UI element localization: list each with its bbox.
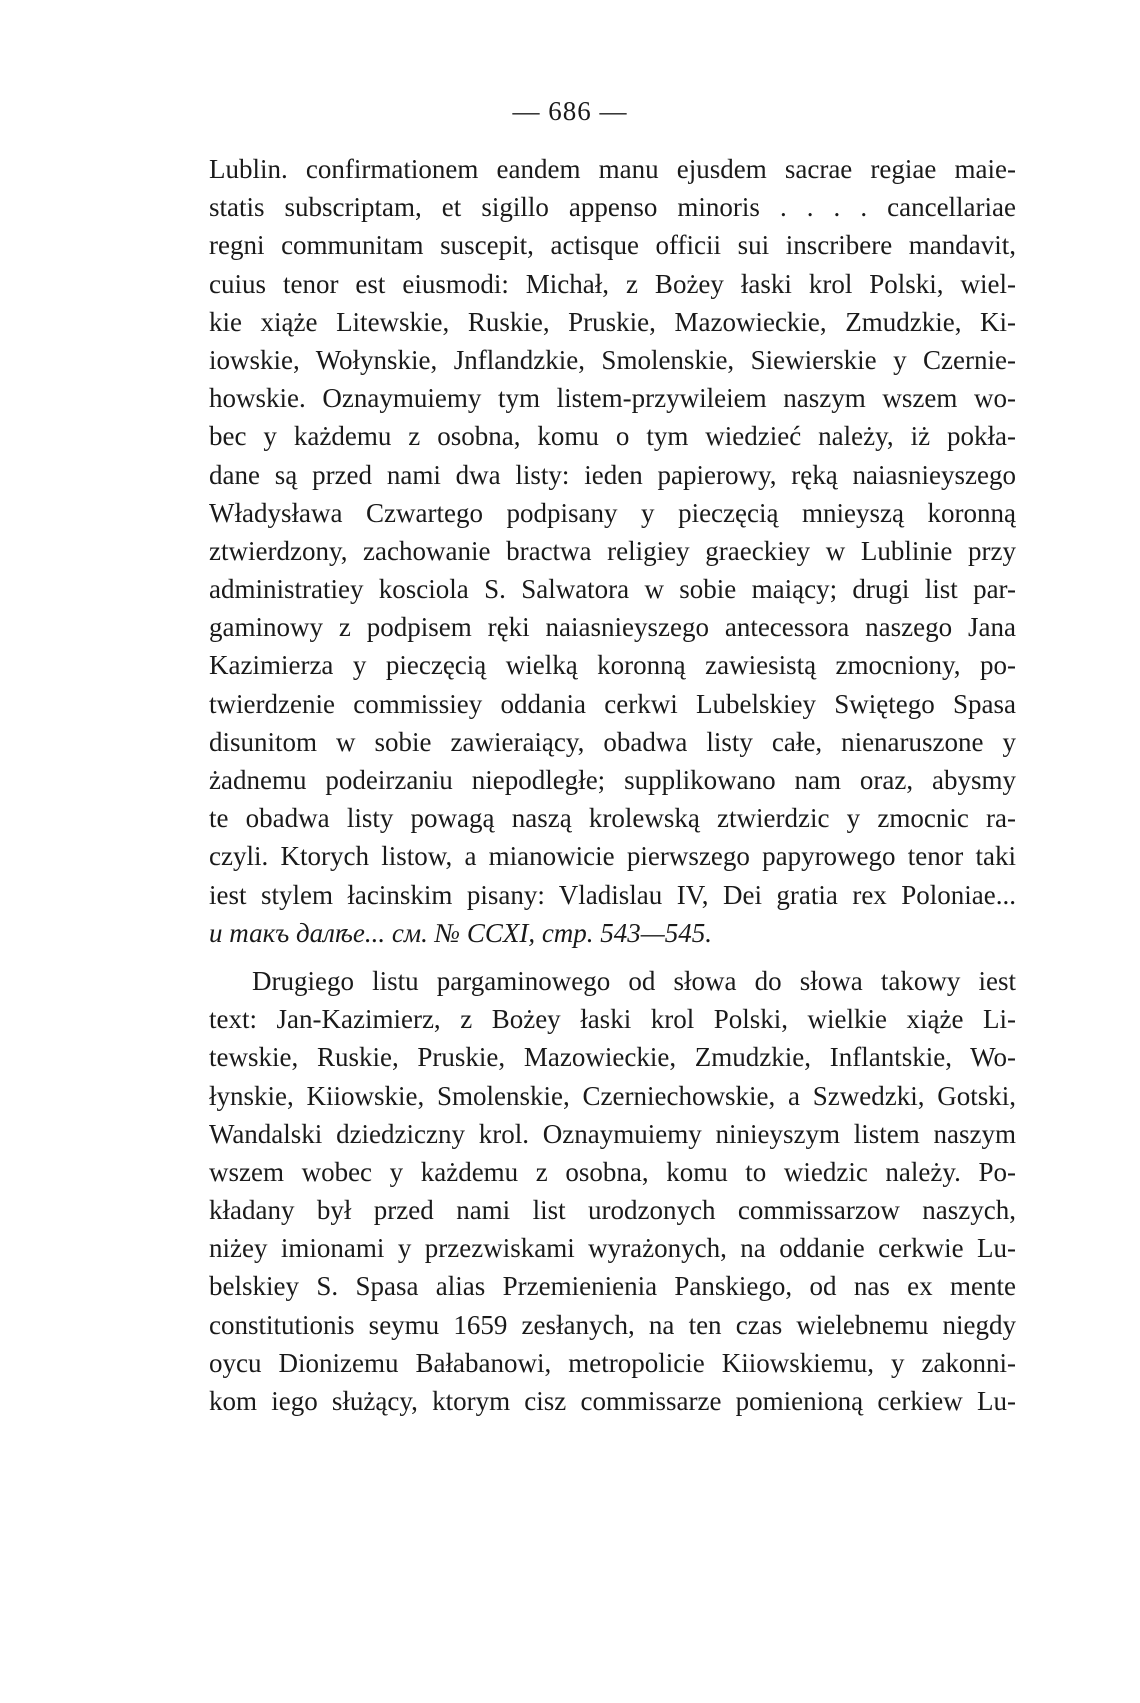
text-line: czyli. Ktorych listow, a mianowicie pierwszego papyrowego tenor taki xyxy=(209,841,1016,872)
paragraph-1 xyxy=(209,150,1016,952)
text-line: bec y każdemu z osobna, komu o tym wiedzieć należy, iż pokła- xyxy=(209,421,1016,452)
text-line: kom iego służący, ktorym cisz commissarze pomienioną cerkiew Lu- xyxy=(209,1386,1016,1416)
text-line: text: Jan-Kazimierz, z Bożey łaski krol Polski, wielkie xiąże Li- xyxy=(209,1004,1016,1035)
text-line: kładany był przed nami list urodzonych commissarzow naszych, xyxy=(209,1195,1016,1226)
text-line: belskiey S. Spasa alias Przemienienia Panskiego, od nas ex mente xyxy=(209,1271,1016,1302)
text-line: statis subscriptam, et sigillo appenso minoris . . . . cancellariae xyxy=(209,192,1016,223)
text-line: Kazimierza y pieczęcią wielką koronną zawiesistą zmocniony, po- xyxy=(209,650,1016,681)
text-line-reference: и такъ далѣе... см. № CCXI, стр. 543—545. xyxy=(209,917,713,948)
text-line: disunitom w sobie zawieraiący, obadwa listy całe, nienaruszone y xyxy=(209,726,1016,757)
text-line: cuius tenor est eiusmodi: Michał, z Bożey łaski krol Polski, wiel- xyxy=(209,268,1016,299)
text-line: regni communitam suscepit, actisque officii sui inscribere mandavit, xyxy=(209,230,1016,261)
text-line: kie xiąże Litewskie, Ruskie, Pruskie, Mazowieckie, Zmudzkie, Ki- xyxy=(209,306,1016,337)
page-number: — 686 — xyxy=(512,96,628,126)
text-line: Władysława Czwartego podpisany y pieczęcią mnieyszą koronną xyxy=(209,497,1016,528)
text-line: dane są przed nami dwa listy: ieden papierowy, ręką naiasnieyszego xyxy=(209,459,1016,490)
text-line: constitutionis seymu 1659 zesłanych, na ten czas wielebnemu niegdy xyxy=(209,1309,1016,1340)
text-line: twierdzenie commissiey oddania cerkwi Lubelskiey Swiętego Spasa xyxy=(209,688,1016,719)
text-line: gaminowy z podpisem ręki naiasnieyszego antecessora naszego Jana xyxy=(209,612,1016,643)
text-line: iowskie, Wołynskie, Jnflandzkie, Smolenskie, Siewierskie y Czernie- xyxy=(209,344,1016,375)
text-line: wszem wobec y każdemu z osobna, komu to wiedzic należy. Po- xyxy=(209,1156,1016,1187)
text-line: żadnemu podeirzaniu niepodległe; supplikowano nam oraz, abysmy xyxy=(209,765,1016,795)
text-line: howskie. Oznaymuiemy tym listem-przywileiem naszym wszem wo- xyxy=(209,383,1016,414)
text-line: Wandalski dziedziczny krol. Oznaymuiemy ninieyszym listem naszym xyxy=(209,1118,1016,1149)
text-line: niżey imionami y przezwiskami wyrażonych, na oddanie cerkwie Lu- xyxy=(209,1233,1016,1264)
text-line: tewskie, Ruskie, Pruskie, Mazowieckie, Zmudzkie, Inflantskie, Wo- xyxy=(209,1042,1016,1073)
text-line: administratiey kosciola S. Salwatora w sobie maiący; drugi list par- xyxy=(209,574,1016,605)
text-line: Lublin. confirmationem eandem manu ejusdem sacrae regiae maie- xyxy=(209,154,1016,184)
paragraph-gap xyxy=(209,952,1016,962)
text-line: łynskie, Kiiowskie, Smolenskie, Czerniechowskie, a Szwedzki, Gotski, xyxy=(209,1080,1016,1111)
text-line: oycu Dionizemu Bałabanowi, metropolicie Kiiowskiemu, y zakonni- xyxy=(209,1347,1016,1378)
text-line: ztwierdzony, zachowanie bractwa religiey graeckiey w Lublinie przy xyxy=(209,535,1016,566)
text-line: te obadwa listy powagą naszą krolewską ztwierdzic y zmocnic ra- xyxy=(209,803,1016,834)
text-line: Drugiego listu pargaminowego od słowa do słowa takowy iest xyxy=(252,965,1016,996)
body-text xyxy=(209,150,1016,1420)
text-line: iest stylem łacinskim pisany: Vladislau IV, Dei gratia rex Poloniae... xyxy=(209,879,1016,910)
paragraph-2 xyxy=(209,962,1016,1420)
